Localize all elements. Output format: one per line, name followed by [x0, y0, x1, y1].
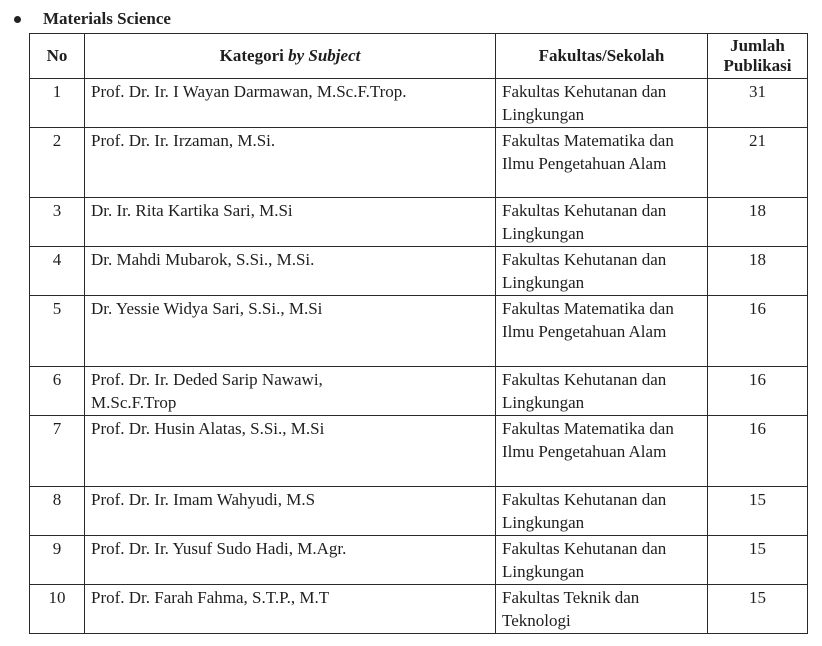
table-row [30, 487, 808, 536]
cell-name: Prof. Dr. Farah Fahma, S.T.P., M.T [85, 585, 496, 634]
cell-no: 7 [30, 416, 85, 487]
cell-faculty: Fakultas Teknik dan Teknologi [496, 585, 708, 634]
table-row [30, 367, 808, 416]
section-title: Materials Science [43, 9, 171, 28]
header-kategori-text: Kategori [219, 46, 284, 65]
header-jumlah [708, 34, 808, 79]
cell-name: Prof. Dr. Ir. Irzaman, M.Si. [85, 128, 496, 198]
cell-faculty: Fakultas Kehutanan dan Lingkungan [496, 367, 708, 416]
table-row [30, 198, 808, 247]
cell-count: 18 [708, 247, 808, 296]
cell-count: 18 [708, 198, 808, 247]
cell-count: 15 [708, 585, 808, 634]
cell-no: 6 [30, 367, 85, 416]
cell-name: Prof. Dr. Ir. Imam Wahyudi, M.S [85, 487, 496, 536]
table-row [30, 79, 808, 128]
cell-no: 3 [30, 198, 85, 247]
header-jumlah-line1: Jumlah [730, 36, 785, 55]
header-jumlah-line2: Publikasi [723, 56, 792, 75]
cell-no: 9 [30, 536, 85, 585]
table-row [30, 128, 808, 198]
header-kategori [85, 34, 496, 79]
cell-faculty: Fakultas Matematika dan Ilmu Pengetahuan Alam [496, 416, 708, 487]
cell-faculty: Fakultas Kehutanan dan Lingkungan [496, 487, 708, 536]
cell-faculty: Fakultas Kehutanan dan Lingkungan [496, 536, 708, 585]
table-row [30, 416, 808, 487]
publication-table [29, 33, 808, 634]
cell-no: 1 [30, 79, 85, 128]
cell-name: Dr. Mahdi Mubarok, S.Si., M.Si. [85, 247, 496, 296]
cell-faculty: Fakultas Kehutanan dan Lingkungan [496, 247, 708, 296]
table-row [30, 296, 808, 367]
header-row [30, 34, 808, 79]
cell-name: Dr. Ir. Rita Kartika Sari, M.Si [85, 198, 496, 247]
cell-no: 8 [30, 487, 85, 536]
cell-count: 15 [708, 536, 808, 585]
cell-name: Prof. Dr. Ir. Deded Sarip Nawawi, M.Sc.F.Trop [85, 367, 496, 416]
cell-count: 21 [708, 128, 808, 198]
cell-no: 2 [30, 128, 85, 198]
header-no: No [30, 34, 85, 79]
section-heading [10, 6, 171, 32]
header-fakultas: Fakultas/Sekolah [496, 34, 708, 79]
cell-no: 10 [30, 585, 85, 634]
cell-name: Prof. Dr. Husin Alatas, S.Si., M.Si [85, 416, 496, 487]
cell-faculty: Fakultas Matematika dan Ilmu Pengetahuan Alam [496, 128, 708, 198]
table-row [30, 585, 808, 634]
cell-faculty: Fakultas Kehutanan dan Lingkungan [496, 79, 708, 128]
cell-count: 15 [708, 487, 808, 536]
table-body [30, 79, 808, 634]
cell-name: Prof. Dr. Ir. I Wayan Darmawan, M.Sc.F.Trop. [85, 79, 496, 128]
header-kategori-italic: by Subject [288, 46, 361, 65]
table-row [30, 247, 808, 296]
cell-no: 5 [30, 296, 85, 367]
bullet-dot-icon [14, 16, 21, 23]
cell-count: 16 [708, 367, 808, 416]
cell-count: 31 [708, 79, 808, 128]
cell-count: 16 [708, 296, 808, 367]
cell-faculty: Fakultas Kehutanan dan Lingkungan [496, 198, 708, 247]
cell-name: Prof. Dr. Ir. Yusuf Sudo Hadi, M.Agr. [85, 536, 496, 585]
table-header [30, 34, 808, 79]
cell-no: 4 [30, 247, 85, 296]
table-row [30, 536, 808, 585]
cell-name: Dr. Yessie Widya Sari, S.Si., M.Si [85, 296, 496, 367]
cell-faculty: Fakultas Matematika dan Ilmu Pengetahuan Alam [496, 296, 708, 367]
cell-count: 16 [708, 416, 808, 487]
